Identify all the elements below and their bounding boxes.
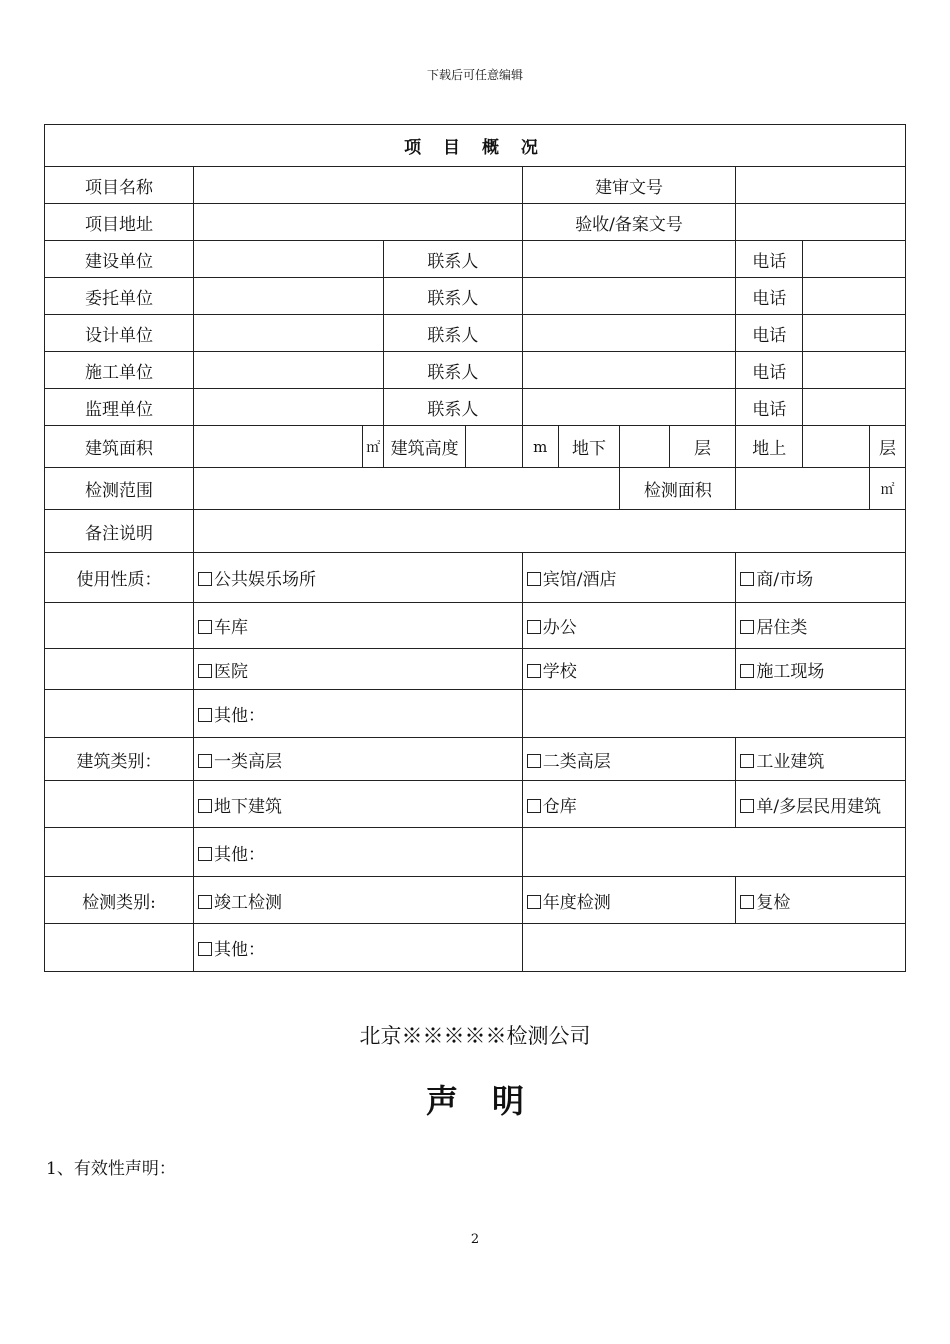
phone-label: 电话: [736, 315, 803, 352]
checkbox-icon[interactable]: [527, 664, 541, 678]
phone-field[interactable]: [803, 352, 906, 389]
contact-label: 联系人: [384, 389, 523, 426]
project-address-field[interactable]: [193, 204, 522, 241]
usage-option[interactable]: 施工现场: [736, 649, 906, 690]
unit-label: 设计单位: [45, 315, 194, 352]
unit-name-field[interactable]: [193, 315, 383, 352]
contact-field[interactable]: [522, 389, 736, 426]
usage-option[interactable]: 医院: [193, 649, 522, 690]
sqm-unit: ㎡: [363, 426, 384, 468]
unit-name-field[interactable]: [193, 278, 383, 315]
checkbox-icon[interactable]: [198, 620, 212, 634]
unit-label: 委托单位: [45, 278, 194, 315]
unit-row: [45, 241, 906, 278]
category-option[interactable]: 单/多层民用建筑: [736, 781, 906, 828]
unit-name-field[interactable]: [193, 389, 383, 426]
phone-label: 电话: [736, 352, 803, 389]
project-overview-table: [44, 124, 906, 972]
project-name-field[interactable]: [193, 167, 522, 204]
phone-field[interactable]: [803, 241, 906, 278]
phone-field[interactable]: [803, 315, 906, 352]
checkbox-icon[interactable]: [527, 799, 541, 813]
category-option[interactable]: 一类高层: [193, 738, 522, 781]
inspect-area-field[interactable]: [736, 468, 870, 510]
category-option[interactable]: 二类高层: [522, 738, 736, 781]
remarks-field[interactable]: [193, 510, 905, 553]
checkbox-icon[interactable]: [198, 708, 212, 722]
inspection-label: 检测类别:: [45, 877, 194, 924]
blank-label-cell: [45, 781, 194, 828]
inspect-area-label: 检测面积: [620, 468, 736, 510]
unit-label: 建设单位: [45, 241, 194, 278]
unit-label: 施工单位: [45, 352, 194, 389]
checkbox-icon[interactable]: [740, 799, 754, 813]
checkbox-icon[interactable]: [740, 895, 754, 909]
checkbox-icon[interactable]: [198, 754, 212, 768]
scope-label: 检测范围: [45, 468, 194, 510]
usage-other-field[interactable]: [522, 690, 905, 738]
scope-field[interactable]: [193, 468, 619, 510]
validity-statement-heading: 1、有效性声明：: [46, 1159, 176, 1179]
approval-no-label: 建审文号: [522, 167, 736, 204]
underground-floors-field[interactable]: [620, 426, 669, 468]
building-height-field[interactable]: [466, 426, 523, 468]
building-height-label: 建筑高度: [384, 426, 466, 468]
category-other-option[interactable]: 其他：: [193, 828, 522, 877]
unit-row: [45, 278, 906, 315]
building-area-field[interactable]: [193, 426, 363, 468]
contact-label: 联系人: [384, 241, 523, 278]
aboveground-label: 地上: [736, 426, 803, 468]
aboveground-floors-field[interactable]: [803, 426, 870, 468]
declaration-title: 声明: [425, 1082, 558, 1120]
sqm-unit: ㎡: [869, 468, 905, 510]
checkbox-icon[interactable]: [740, 572, 754, 586]
inspection-option[interactable]: 年度检测: [522, 877, 736, 924]
checkbox-icon[interactable]: [740, 620, 754, 634]
checkbox-icon[interactable]: [527, 572, 541, 586]
project-address-label: 项目地址: [45, 204, 194, 241]
category-option[interactable]: 工业建筑: [736, 738, 906, 781]
contact-field[interactable]: [522, 352, 736, 389]
building-area-label: 建筑面积: [45, 426, 194, 468]
blank-label-cell: [45, 924, 194, 972]
checkbox-icon[interactable]: [198, 895, 212, 909]
category-option[interactable]: 地下建筑: [193, 781, 522, 828]
usage-option[interactable]: 居住类: [736, 603, 906, 649]
project-name-label: 项目名称: [45, 167, 194, 204]
checkbox-icon[interactable]: [198, 664, 212, 678]
unit-name-field[interactable]: [193, 241, 383, 278]
checkbox-icon[interactable]: [198, 942, 212, 956]
usage-option[interactable]: 车库: [193, 603, 522, 649]
meter-unit: m: [522, 426, 558, 468]
contact-label: 联系人: [384, 315, 523, 352]
usage-other-option[interactable]: 其他：: [193, 690, 522, 738]
contact-field[interactable]: [522, 315, 736, 352]
contact-field[interactable]: [522, 278, 736, 315]
usage-option[interactable]: 办公: [522, 603, 736, 649]
phone-label: 电话: [736, 278, 803, 315]
usage-option[interactable]: 商/市场: [736, 553, 906, 603]
phone-label: 电话: [736, 389, 803, 426]
floor-unit: 层: [669, 426, 736, 468]
checkbox-icon[interactable]: [740, 664, 754, 678]
phone-field[interactable]: [803, 278, 906, 315]
unit-label: 监理单位: [45, 389, 194, 426]
checkbox-icon[interactable]: [740, 754, 754, 768]
phone-label: 电话: [736, 241, 803, 278]
floor-unit: 层: [869, 426, 905, 468]
inspection-option[interactable]: 竣工检测: [193, 877, 522, 924]
checkbox-icon[interactable]: [198, 847, 212, 861]
unit-row: [45, 315, 906, 352]
unit-row: [45, 352, 906, 389]
unit-row: [45, 389, 906, 426]
remarks-label: 备注说明: [45, 510, 194, 553]
checkbox-icon[interactable]: [527, 620, 541, 634]
usage-option[interactable]: 学校: [522, 649, 736, 690]
page-number: 2: [470, 1232, 480, 1247]
category-option[interactable]: 仓库: [522, 781, 736, 828]
category-label: 建筑类别：: [45, 738, 194, 781]
underground-label: 地下: [558, 426, 620, 468]
usage-option[interactable]: 公共娱乐场所: [193, 553, 522, 603]
checkbox-icon[interactable]: [198, 799, 212, 813]
usage-label: 使用性质：: [45, 553, 194, 603]
contact-label: 联系人: [384, 352, 523, 389]
blank-label-cell: [45, 649, 194, 690]
overview-title: 项 目 概 况: [45, 125, 906, 167]
inspection-other-field[interactable]: [522, 924, 905, 972]
usage-option[interactable]: 宾馆/酒店: [522, 553, 736, 603]
company-name: 北京※※※※※检测公司: [359, 1024, 591, 1048]
acceptance-no-field[interactable]: [736, 204, 906, 241]
inspection-other-option[interactable]: 其他：: [193, 924, 522, 972]
header-note: 下载后可任意编辑: [426, 68, 523, 82]
blank-label-cell: [45, 603, 194, 649]
checkbox-icon[interactable]: [198, 572, 212, 586]
phone-field[interactable]: [803, 389, 906, 426]
inspection-option[interactable]: 复检: [736, 877, 906, 924]
blank-label-cell: [45, 828, 194, 877]
approval-no-field[interactable]: [736, 167, 906, 204]
checkbox-icon[interactable]: [527, 895, 541, 909]
unit-name-field[interactable]: [193, 352, 383, 389]
category-other-field[interactable]: [522, 828, 905, 877]
contact-label: 联系人: [384, 278, 523, 315]
checkbox-icon[interactable]: [527, 754, 541, 768]
contact-field[interactable]: [522, 241, 736, 278]
acceptance-no-label: 验收/备案文号: [522, 204, 736, 241]
blank-label-cell: [45, 690, 194, 738]
